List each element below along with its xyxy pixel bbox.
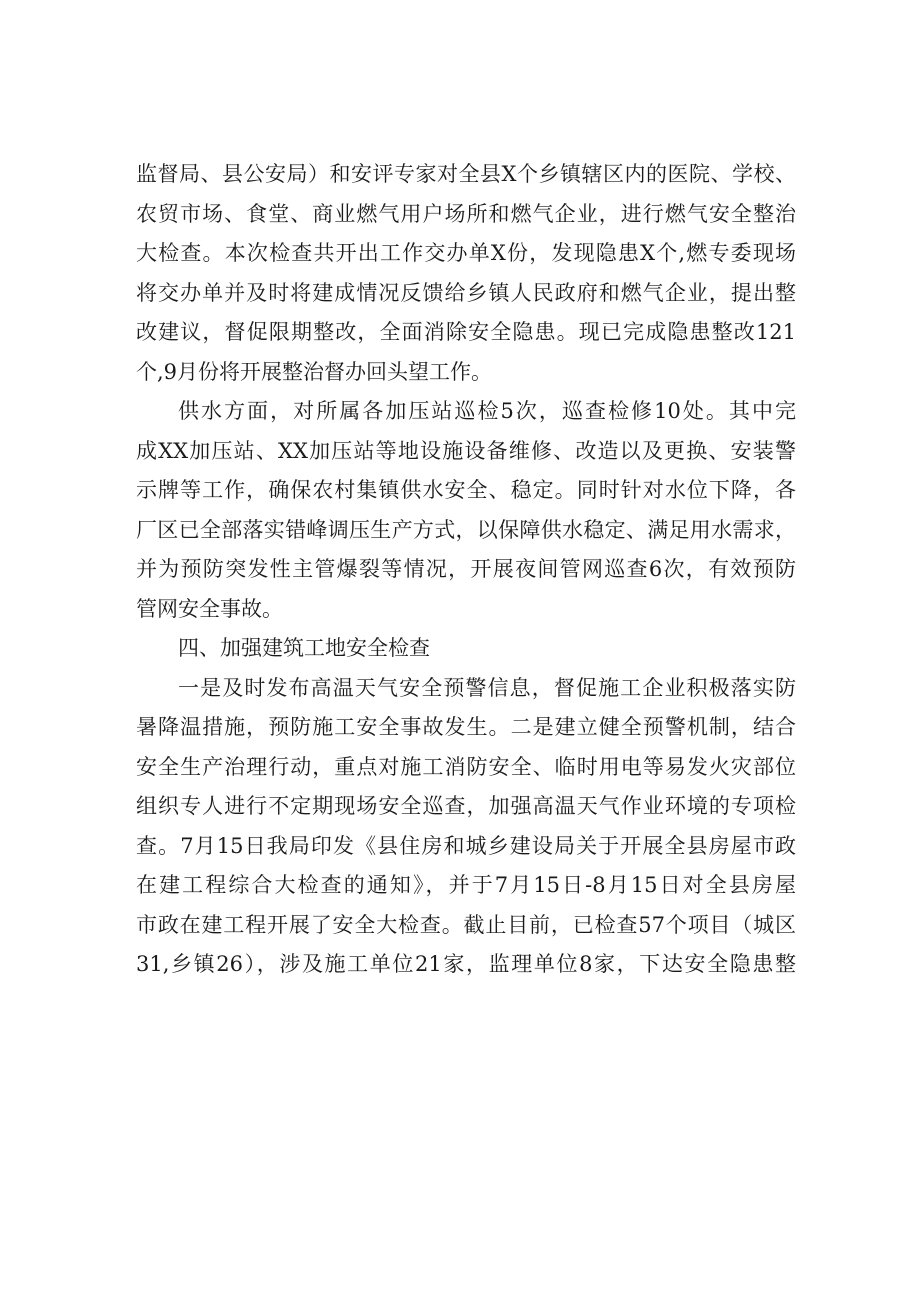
text-line: 个,9月份将开展整治督办回头望工作。 — [136, 359, 493, 384]
document-body — [136, 155, 796, 985]
text-line: 市政在建工程开展了安全大检查。截止目前，已检查57个项目（城区 — [136, 912, 796, 937]
section-heading: 四、加强建筑工地安全检查 — [178, 636, 430, 660]
text-line: 暑降温措施，预防施工安全事故发生。二是建立健全预警机制，结合 — [136, 715, 796, 739]
text-line: 安全生产治理行动，重点对施工消防安全、临时用电等易发火灾部位 — [136, 754, 796, 779]
text-line: 一是及时发布高温天气安全预警信息，督促施工企业积极落实防 — [178, 675, 796, 700]
text-line: 改建议，督促限期整改，全面消除安全隐患。现已完成隐患整改121 — [136, 320, 796, 344]
text-line: 农贸市场、食堂、商业燃气用户场所和燃气企业，进行燃气安全整治 — [136, 201, 796, 226]
text-line: 组织专人进行不定期现场安全巡查，加强高温天气作业环境的专项检 — [136, 794, 796, 818]
paragraph-water-supply — [136, 392, 796, 629]
text-line: 并为预防突发性主管爆裂等情况，开展夜间管网巡查6次，有效预防 — [136, 557, 796, 581]
paragraph-gas-inspection — [136, 155, 796, 392]
paragraph-construction-safety — [136, 669, 796, 985]
section-heading-construction — [136, 629, 796, 669]
text-line: 示牌等工作，确保农村集镇供水安全、稳定。同时针对水位下降，各 — [136, 478, 796, 502]
text-line: 查。7月15日我局印发《县住房和城乡建设局关于开展全县房屋市政 — [136, 833, 796, 858]
text-line: 厂区已全部落实错峰调压生产方式，以保障供水稳定、满足用水需求， — [136, 517, 796, 542]
text-line: 监督局、县公安局）和安评专家对全县X个乡镇辖区内的医院、学校、 — [136, 162, 796, 186]
text-line: 将交办单并及时将建成情况反馈给乡镇人民政府和燃气企业，提出整 — [136, 280, 796, 305]
text-line: 31,乡镇26），涉及施工单位21家，监理单位8家，下达安全隐患整 — [136, 952, 796, 976]
text-line: 成XX加压站、XX加压站等地设施设备维修、改造以及更换、安装警 — [136, 438, 796, 463]
text-line: 大检查。本次检查共开出工作交办单X份，发现隐患X个,燃专委现场 — [136, 241, 796, 265]
text-line: 管网安全事故。 — [136, 596, 283, 621]
text-line: 供水方面，对所属各加压站巡检5次，巡查检修10处。其中完 — [178, 399, 796, 423]
text-line: 在建工程综合大检查的通知》，并于7月15日-8月15日对全县房屋 — [136, 873, 796, 897]
